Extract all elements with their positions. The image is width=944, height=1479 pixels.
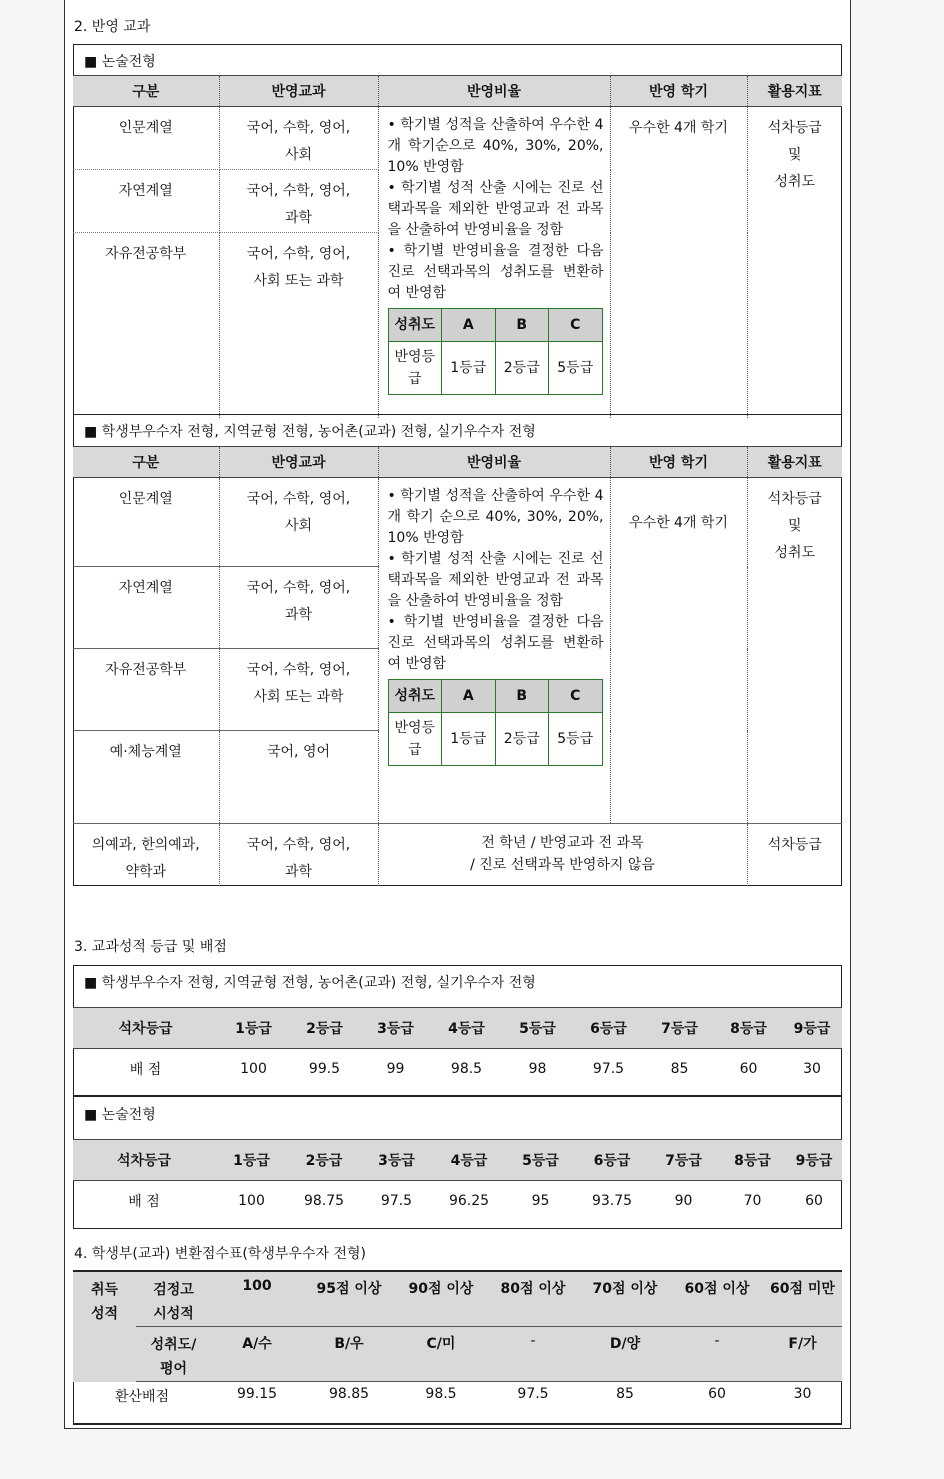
- subjects-cell: 국어, 수학, 영어, 사회 또는 과학: [219, 649, 378, 731]
- medical-subjects-cell: 국어, 수학, 영어, 과학: [219, 824, 378, 887]
- medical-group-cell: 의예과, 한의예과, 약학과: [73, 824, 219, 887]
- score-cell: 99: [386, 1061, 405, 1077]
- ged-col: 95점 이상: [303, 1272, 395, 1327]
- grade-header: 1등급: [215, 1140, 288, 1181]
- score-cell: 90: [674, 1193, 693, 1209]
- conv-cell: 99.15: [236, 1386, 278, 1402]
- ged-col: 90점 이상: [395, 1272, 487, 1327]
- subjects-cell: 국어, 수학, 영어, 사회: [219, 478, 378, 567]
- grade-header: 8등급: [715, 1008, 782, 1049]
- col-header: 구분: [73, 76, 219, 107]
- score-cell: 99.5: [308, 1061, 341, 1077]
- ged-col: 60점 이상: [671, 1272, 763, 1327]
- grade-header: 1등급: [218, 1008, 289, 1049]
- col-header: 활용지표: [747, 447, 842, 478]
- score-cell: 98.75: [303, 1193, 345, 1209]
- ged-col: 80점 이상: [487, 1272, 579, 1327]
- student-subjects-table: [73, 446, 842, 886]
- score-cell: 100: [238, 1193, 265, 1209]
- student-subjects-box: [73, 414, 842, 886]
- conversion-table: [73, 1272, 842, 1420]
- col-header: 반영교과: [219, 447, 378, 478]
- label-ged: 검정고 시성적: [136, 1272, 211, 1327]
- label-main: 취득 성적: [73, 1272, 136, 1382]
- achievement-table: 성취도 A B C 반영등 급 1등급 2등급 5등급: [388, 308, 603, 395]
- grade-header: 9등급: [782, 1008, 842, 1049]
- student-head: ■ 학생부우수자 전형, 지역균형 전형, 농어촌(교과) 전형, 실기우수자 전형: [84, 424, 536, 440]
- col-header: 활용지표: [747, 76, 842, 107]
- grade-header: 2등급: [288, 1140, 360, 1181]
- semester-cell: 우수한 4개 학기: [610, 478, 747, 824]
- essay-subjects-box: [73, 44, 842, 415]
- score-cell: 93.75: [591, 1193, 633, 1209]
- score-cell: 30: [803, 1061, 821, 1077]
- grade-header-label: 석차등급: [73, 1008, 218, 1049]
- score-cell: 97.5: [592, 1061, 625, 1077]
- ach-col: B/우: [303, 1327, 395, 1382]
- conv-cell: 98.85: [328, 1386, 370, 1402]
- ratio-cell: • 학기별 성적을 산출하여 우수한 4개 학기순으로 40%, 30%, 20%, 10% 반영함 • 학기별 성적 산출 시에는 진로 선택과목을 제외한 반영교과 전 과목을 산출하여 반영비율을 정함 • 학기별 반영비율을 결정한 다음 진로 선택과목의 성취도를 변환하여 반영함 성취도 A B C 반영등 급 1등급 2등급 5등급: [378, 107, 610, 418]
- grade-header: 5등급: [502, 1008, 573, 1049]
- grade-header: 6등급: [573, 1008, 644, 1049]
- section4-title: 4. 학생부(교과) 변환점수표(학생부우수자 전형): [74, 1246, 366, 1262]
- grade-header: 8등급: [719, 1140, 786, 1181]
- essay-grade-head: ■ 논술전형: [84, 1107, 156, 1123]
- score-cell: 97.5: [380, 1193, 413, 1209]
- score-cell: 85: [670, 1061, 689, 1077]
- group-cell: 자유전공학부: [73, 649, 219, 731]
- col-header: 반영교과: [219, 76, 378, 107]
- group-cell: 인문계열: [73, 107, 219, 170]
- label-conv: 환산배점: [114, 1389, 170, 1405]
- col-header: 반영비율: [378, 447, 610, 478]
- medical-indicator-cell: 석차등급: [767, 837, 822, 853]
- grade-header: 4등급: [431, 1008, 502, 1049]
- score-cell: 98: [528, 1061, 547, 1077]
- conv-cell: 85: [616, 1386, 634, 1402]
- score-cell: 96.25: [448, 1193, 490, 1209]
- grade-header: 4등급: [433, 1140, 505, 1181]
- indicator-cell: 석차등급 및 성취도: [767, 120, 822, 190]
- grade-header-label: 석차등급: [73, 1140, 215, 1181]
- col-header: 반영비율: [378, 76, 610, 107]
- grade-header: 5등급: [505, 1140, 576, 1181]
- conv-cell: 60: [708, 1386, 726, 1402]
- grade-header: 7등급: [648, 1140, 719, 1181]
- conv-cell: 30: [793, 1386, 812, 1402]
- ged-col: 100: [211, 1272, 303, 1327]
- col-header: 반영 학기: [610, 76, 747, 107]
- score-cell: 70: [743, 1193, 762, 1209]
- ach-col: -: [671, 1327, 763, 1382]
- group-cell: 자유전공학부: [73, 233, 219, 418]
- achievement-table: 성취도 A B C 반영등 급 1등급 2등급 5등급: [388, 679, 603, 766]
- label-ach: 성취도/ 평어: [136, 1327, 211, 1382]
- essay-grade-table: [73, 1139, 842, 1221]
- score-cell: 98.5: [450, 1061, 483, 1077]
- indicator-cell: 석차등급 및 성취도: [747, 478, 842, 824]
- subjects-cell: 국어, 영어: [219, 731, 378, 824]
- score-cell: 95: [531, 1193, 550, 1209]
- group-cell: 자연계열: [73, 170, 219, 233]
- medical-note-cell: 전 학년 / 반영교과 전 과목 / 진로 선택과목 반영하지 않음: [378, 824, 747, 887]
- semester-cell: 우수한 4개 학기: [610, 107, 747, 418]
- student-grade-head: ■ 학생부우수자 전형, 지역균형 전형, 농어촌(교과) 전형, 실기우수자 전형: [84, 975, 536, 991]
- group-cell: 자연계열: [73, 567, 219, 649]
- student-grade-table: [73, 1007, 842, 1089]
- conv-cell: 97.5: [517, 1386, 549, 1402]
- ach-col: -: [487, 1327, 579, 1382]
- ach-col: D/양: [579, 1327, 671, 1382]
- group-cell: 인문계열: [73, 478, 219, 567]
- section2-title: 2. 반영 교과: [74, 19, 151, 35]
- ratio-cell: • 학기별 성적을 산출하여 우수한 4개 학기 순으로 40%, 30%, 20%, 10% 반영함 • 학기별 성적 산출 시에는 진로 선택과목을 제외한 반영교과 전 과목을 산출하여 반영비율을 정함 • 학기별 반영비율을 결정한 다음 진로 선택과목의 성취도를 변환하여 반영함 성취도 A B C 반영등 급 1등급 2등급 5등급: [378, 478, 610, 824]
- student-grade-box: [73, 965, 842, 1096]
- conv-cell: 98.5: [425, 1386, 457, 1402]
- subjects-cell: 국어, 수학, 영어, 사회: [219, 107, 378, 170]
- grade-header: 3등급: [360, 1008, 431, 1049]
- col-header: 반영 학기: [610, 447, 747, 478]
- group-cell: 예·체능계열: [73, 731, 219, 824]
- grade-header: 6등급: [576, 1140, 648, 1181]
- col-header: 구분: [73, 447, 219, 478]
- ach-col: A/수: [211, 1327, 303, 1382]
- section3-title: 3. 교과성적 등급 및 배점: [74, 939, 227, 955]
- ged-col: 70점 이상: [579, 1272, 671, 1327]
- essay-grade-box: [73, 1096, 842, 1229]
- subjects-cell: 국어, 수학, 영어, 과학: [219, 170, 378, 233]
- grade-header: 2등급: [289, 1008, 360, 1049]
- ach-col: C/미: [395, 1327, 487, 1382]
- grade-header: 9등급: [786, 1140, 842, 1181]
- score-row-label: 배 점: [129, 1062, 162, 1078]
- conversion-box: [73, 1270, 842, 1425]
- score-cell: 100: [240, 1061, 267, 1077]
- grade-header: 7등급: [644, 1008, 715, 1049]
- score-row-label: 배 점: [128, 1194, 160, 1210]
- score-cell: 60: [739, 1061, 758, 1077]
- essay-head: ■ 논술전형: [84, 54, 156, 70]
- ach-col: F/가: [763, 1327, 842, 1382]
- ged-col: 60점 미만: [763, 1272, 842, 1327]
- grade-header: 3등급: [360, 1140, 433, 1181]
- subjects-cell: 국어, 수학, 영어, 과학: [219, 567, 378, 649]
- score-cell: 60: [805, 1193, 823, 1209]
- subjects-cell: 국어, 수학, 영어, 사회 또는 과학: [219, 233, 378, 418]
- essay-subjects-table: [73, 75, 842, 418]
